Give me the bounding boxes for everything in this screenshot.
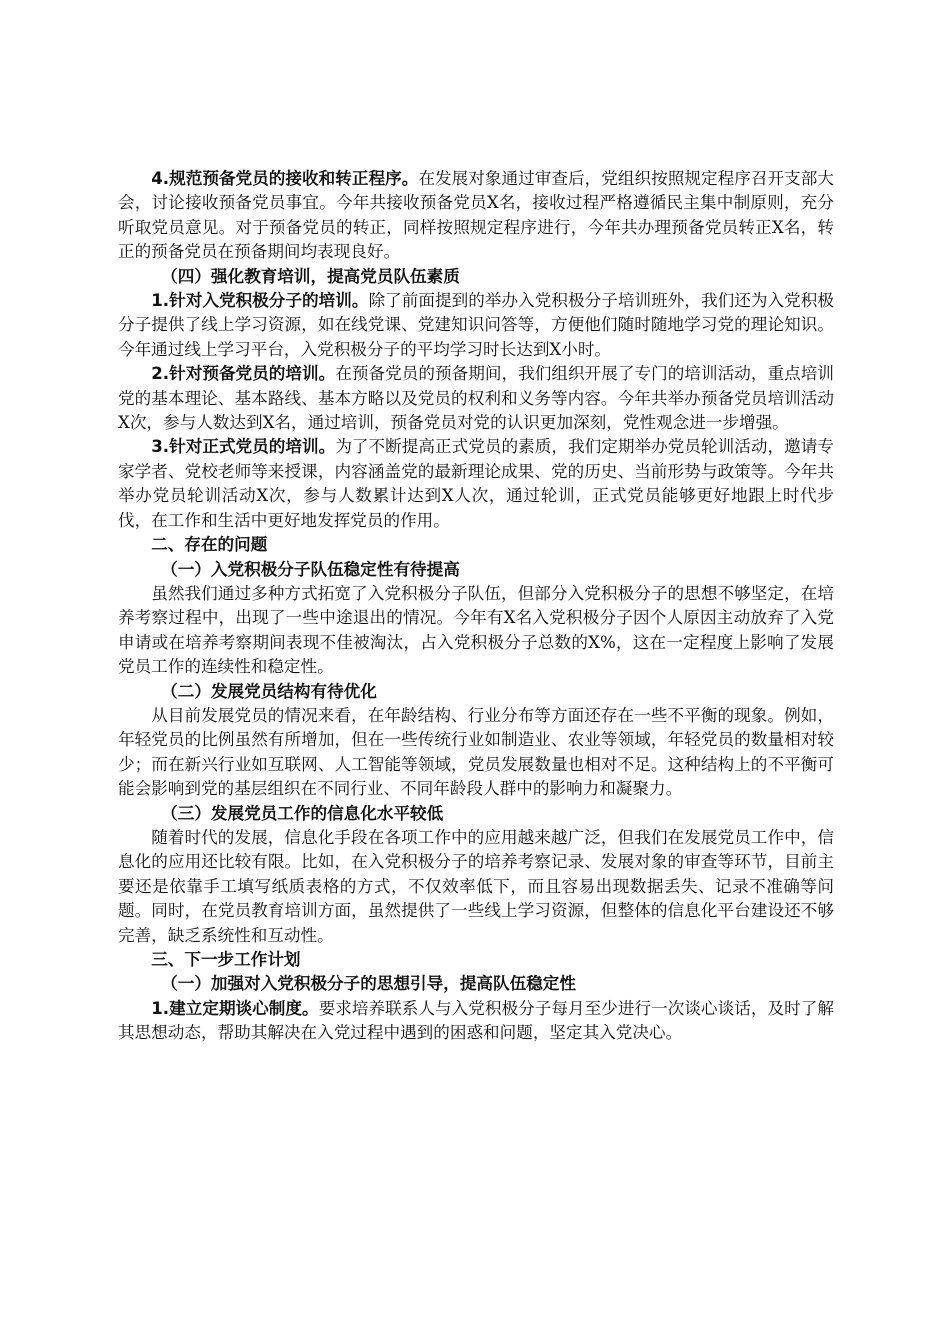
section-heading-problem-1: （一）入党积极分子队伍稳定性有待提高 <box>161 559 460 579</box>
paragraph-lead: 1.建立定期谈心制度。 <box>151 998 319 1018</box>
section-heading-4: （四）强化教育培训，提高党员队伍素质 <box>161 266 460 286</box>
paragraph-problem-1: 虽然我们通过多种方式拓宽了入党积极分子队伍，但部分入党积极分子的思想不够坚定，在培养考察过程中，出现了一些中途退出的情况。今年有X名入党积极分子因个人原因主动放弃了入党申请或在培养考察期间表现不佳被淘汰，占入党积极分子总数的X%，这在一定程度上影响了发展党员工作的连续性和稳定性。 <box>118 583 834 677</box>
section-heading-plan-1: （一）加强对入党积极分子的思想引导，提高队伍稳定性 <box>161 974 576 994</box>
chapter-heading-problems: 二、存在的问题 <box>151 535 268 555</box>
paragraph-text: 为了不断提高正式党员的素质，我们定期举办党员轮训活动，邀请专家学者、党校老师等来授课，内容涵盖党的最新理论成果、党的历史、当前形势与政策等。今年共举办党员轮训活动X次，参与人数累计达到X人次，通过轮训，正式党员能够更好地跟上时代步伐，在工作和生活中更好地发挥党员的作用。 <box>118 437 834 530</box>
paragraph-lead: 2.针对预备党员的培训。 <box>151 364 336 384</box>
paragraph-formal-training <box>118 435 834 533</box>
paragraph-receive-procedure <box>118 167 834 265</box>
paragraph-problem-3: 随着时代的发展，信息化手段在各项工作中的应用越来越广泛，但我们在发展党员工作中，信息化的应用还比较有限。比如，在入党积极分子的培养考察记录、发展对象的审查等环节，目前主要还是依靠手工填写纸质表格的方式，不仅效率低下，而且容易出现数据丢失、记录不准确等问题。同时，在党员教育培训方面，虽然提供了一些线上学习资源，但整体的信息化平台建设还不够完善，缺乏系统性和互动性。 <box>118 827 834 945</box>
paragraph-text: 在发展对象通过审查后，党组织按照规定程序召开支部大会，讨论接收预备党员事宜。今年共接收预备党员X名，接收过程严格遵循民主集中制原则，充分听取党员意见。对于预备党员的转正，同样按照规定程序进行，今年共办理预备党员转正X名，转正的预备党员在预备期间均表现良好。 <box>118 169 835 262</box>
paragraph-problem-2: 从目前发展党员的情况来看，在年龄结构、行业分布等方面还存在一些不平衡的现象。例如，年轻党员的比例虽然有所增加，但在一些传统行业如制造业、农业等领域，年轻党员的数量相对较少；而在新兴行业如互联网、人工智能等领域，党员发展数量也相对不足。这种结构上的不平衡可能会影响到党的基层组织在不同行业、不同年龄段人群中的影响力和凝聚力。 <box>118 705 834 799</box>
paragraph-text: 要求培养联系人与入党积极分子每月至少进行一次谈心谈话，及时了解其思想动态，帮助其解决在入党过程中遇到的困惑和问题，坚定其入党决心。 <box>118 998 834 1043</box>
section-heading-problem-3: （三）发展党员工作的信息化水平较低 <box>161 803 444 823</box>
paragraph-activist-training <box>118 289 834 362</box>
section-heading-problem-2: （二）发展党员结构有待优化 <box>161 681 377 701</box>
paragraph-talk-system <box>118 997 834 1046</box>
paragraph-text: 在预备党员的预备期间，我们组织开展了专门的培训活动，重点培训党的基本理论、基本路线、基本方略以及党员的权利和义务等内容。今年共举办预备党员培训活动X次，参与人数达到X名，通过培训，预备党员对党的认识更加深刻，党性观念进一步增强。 <box>118 364 834 433</box>
paragraph-lead: 3.针对正式党员的培训。 <box>151 437 336 457</box>
paragraph-text: 除了前面提到的举办入党积极分子培训班外，我们还为入党积极分子提供了线上学习资源，如在线党课、党建知识问答等，方便他们随时随地学习党的理论知识。今年通过线上学习平台，入党积极分子的平均学习时长达到X小时。 <box>118 291 834 359</box>
document-body <box>118 167 834 1046</box>
paragraph-lead: 4.规范预备党员的接收和转正程序。 <box>151 169 419 188</box>
chapter-heading-next-steps: 三、下一步工作计划 <box>151 950 301 969</box>
paragraph-probationary-training <box>118 362 834 435</box>
paragraph-lead: 1.针对入党积极分子的培训。 <box>151 291 369 311</box>
